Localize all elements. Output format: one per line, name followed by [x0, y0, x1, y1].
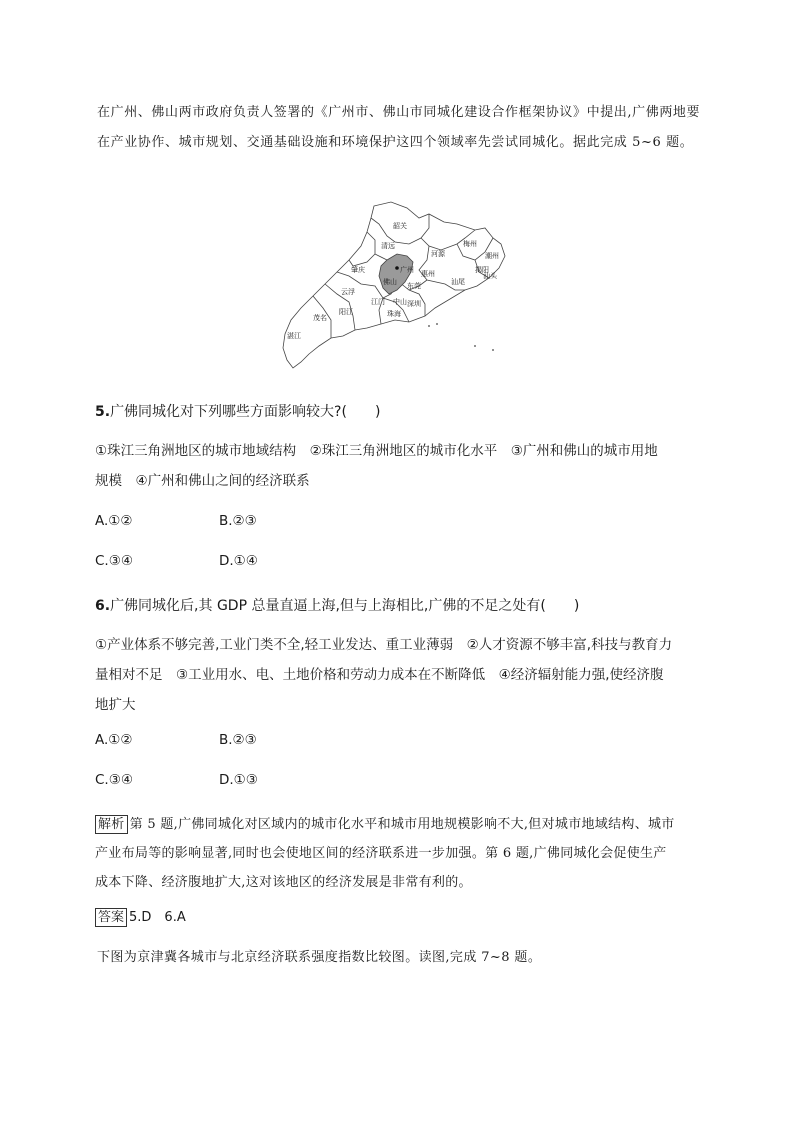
q6-statements: ①产业体系不够完善,工业门类不全,轻工业发达、重工业薄弱 ②人才资源不够丰富,科技与教育力 量相对不足 ③工业用水、电、土地价格和劳动力成本在不断降低 ④经济辐射能力强,使经济腹 地扩大 — [95, 637, 673, 713]
intro-paragraph: 在广州、佛山两市政府负责人签署的《广州市、佛山市同城化建设合作框架协议》中提出,广佛两地要在产业协作、城市规划、交通基础设施和环境保护这四个领域率先尝试同城化。据此完成 5~6 题。 — [97, 105, 701, 150]
q6-stem: 6.广佛同城化后,其 GDP 总量直逼上海,但与上海相比,广佛的不足之处有( ) — [95, 598, 580, 614]
label-heyuan: 河源 — [431, 250, 445, 258]
label-guangzhou: 广州 — [400, 266, 414, 274]
label-shenzhen: 深圳 — [407, 300, 421, 308]
q6-choice-a: A.①② — [95, 732, 133, 748]
label-zhuhai: 珠海 — [387, 310, 401, 318]
label-jieyang: 揭阳 — [475, 266, 489, 274]
answer-block — [95, 906, 186, 927]
label-dongguan: 东莞 — [407, 282, 421, 290]
q5-choice-d: D.①④ — [219, 553, 258, 569]
label-huizhou: 惠州 — [421, 270, 435, 278]
q5-choice-a: A.①② — [95, 513, 133, 529]
q5-stem: 5.广佛同城化对下列哪些方面影响较大?( ) — [95, 404, 381, 420]
q5-choice-b: B.②③ — [219, 513, 257, 529]
q6-number: 6. — [95, 598, 111, 614]
analysis-tag: 解析 — [95, 815, 128, 834]
label-zhongshan: 中山 — [393, 298, 407, 306]
q5-choice-c: C.③④ — [95, 553, 133, 569]
label-yangjiang: 阳江 — [339, 308, 353, 316]
q6-choice-b: B.②③ — [219, 732, 257, 748]
label-maoming: 茂名 — [313, 314, 327, 322]
label-shanwei: 汕尾 — [451, 278, 465, 286]
next-intro-paragraph: 下图为京津冀各城市与北京经济联系强度指数比较图。读图,完成 7~8 题。 — [97, 950, 542, 965]
label-chaozhou: 潮州 — [485, 252, 499, 260]
label-yunfu: 云浮 — [341, 288, 355, 296]
answer-text: 5.D 6.A — [129, 910, 186, 925]
label-foshan: 佛山 — [383, 278, 397, 286]
guangzhou-dot — [395, 266, 399, 270]
label-zhanjiang: 湛江 — [287, 332, 301, 340]
analysis-block: 解析 第 5 题,广佛同城化对区域内的城市化水平和城市用地规模影响不大,但对城市地域结构、城市 产业布局等的影响显著,同时也会使地区间的经济联系进一步加强。第 6 题,广佛同城化会促使生产 成本下降、经济腹地扩大,这对该地区的经济发展是非常有利的。 — [95, 817, 675, 890]
q5-number: 5. — [95, 404, 111, 420]
label-meizhou: 梅州 — [463, 240, 477, 248]
label-jiangmen: 江门 — [371, 298, 385, 306]
label-shaoguan: 韶关 — [393, 222, 407, 230]
q5-statements: ①珠江三角洲地区的城市地域结构 ②珠江三角洲地区的城市化水平 ③广州和佛山的城市用地 规模 ④广州和佛山之间的经济联系 — [95, 443, 658, 489]
label-zhaoqing: 肇庆 — [351, 266, 365, 274]
q6-choice-d: D.①③ — [219, 772, 258, 788]
label-shantou: 汕头 — [483, 272, 497, 280]
answer-tag: 答案 — [95, 908, 127, 927]
label-qingyuan: 清远 — [381, 242, 395, 250]
q6-choice-c: C.③④ — [95, 772, 133, 788]
guangdong-map — [279, 198, 525, 376]
